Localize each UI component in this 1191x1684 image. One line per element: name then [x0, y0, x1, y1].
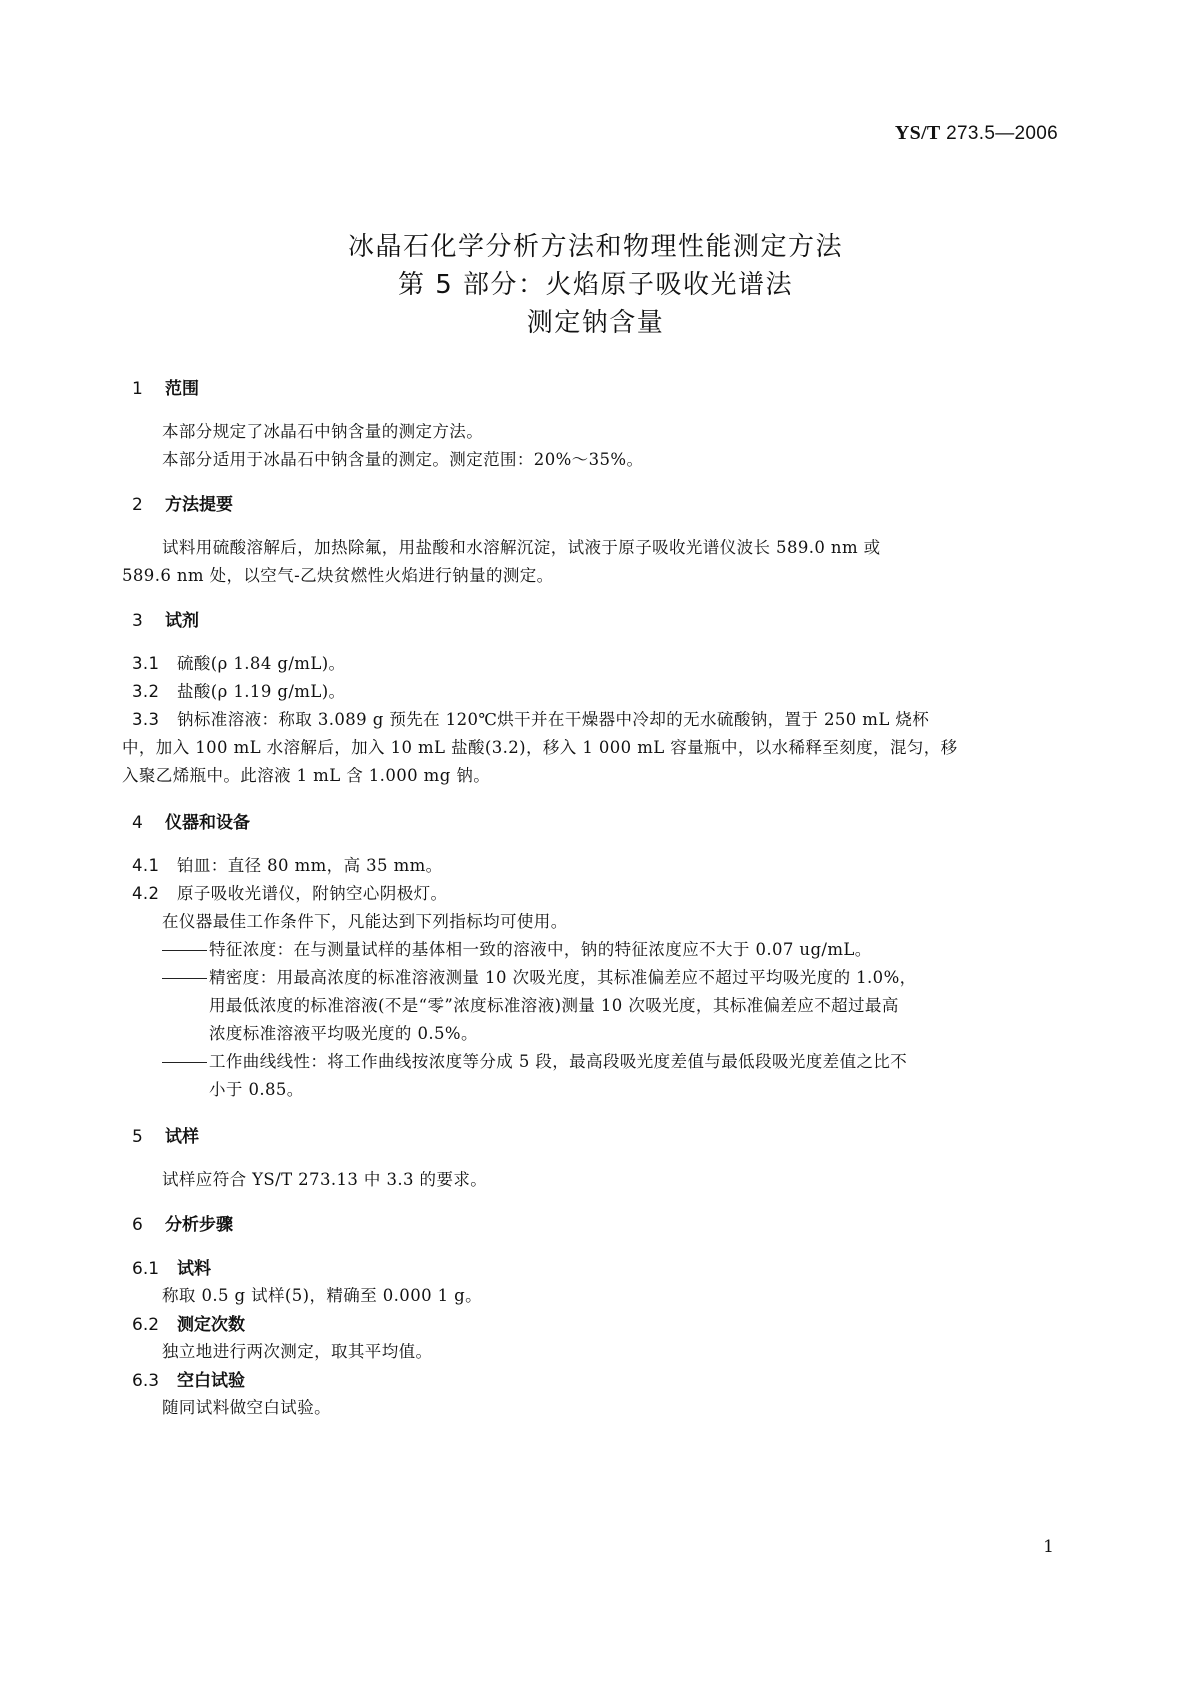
- paragraph: 本部分适用于冰晶石中钠含量的测定。测定范围：20%～35%。: [162, 450, 644, 469]
- item-text: 原子吸收光谱仪，附钠空心阴极灯。: [177, 884, 448, 903]
- section-2-heading: [132, 490, 233, 515]
- section-title: 方法提要: [165, 495, 233, 515]
- reagent-item: [132, 650, 345, 674]
- item-text: 铂皿：直径 80 mm，高 35 mm。: [177, 856, 443, 875]
- title-line-2: 第 5 部分：火焰原子吸收光谱法: [397, 270, 794, 300]
- criterion-item: [162, 1048, 907, 1072]
- subsection-6-2-heading: [132, 1310, 245, 1335]
- subsection-number: 6.3: [132, 1371, 160, 1391]
- section-6-heading: [132, 1210, 233, 1235]
- section-number: 3: [132, 611, 143, 631]
- subsection-title: 试料: [177, 1259, 211, 1279]
- title-line-1: 冰晶石化学分析方法和物理性能测定方法: [347, 232, 843, 262]
- section-title: 范围: [165, 379, 199, 399]
- item-text: 盐酸(ρ 1.19 g/mL)。: [177, 682, 346, 701]
- section-1-heading: [132, 374, 199, 399]
- paragraph-continuation: 入聚乙烯瓶中。此溶液 1 mL 含 1.000 mg 钠。: [122, 766, 491, 785]
- item-number: 3.3: [132, 710, 160, 729]
- paragraph-continuation: 中，加入 100 mL 水溶解后，加入 10 mL 盐酸(3.2)，移入 1 000 mL 容量瓶中，以水稀释至刻度，混匀，移: [122, 738, 958, 757]
- criterion-item: [162, 936, 872, 960]
- criterion-item: [162, 964, 917, 988]
- section-5-heading: [132, 1122, 199, 1147]
- apparatus-item: [132, 852, 443, 876]
- criterion-continuation: 小于 0.85。: [209, 1080, 304, 1099]
- section-number: 2: [132, 495, 143, 515]
- item-text: 硫酸(ρ 1.84 g/mL)。: [177, 654, 346, 673]
- item-number: 4.1: [132, 856, 160, 875]
- standard-number: 273.5—2006: [946, 123, 1058, 144]
- paragraph: 试样应符合 YS/T 273.13 中 3.3 的要求。: [162, 1170, 488, 1189]
- section-number: 1: [132, 379, 143, 399]
- title-line-3: 测定钠含量: [526, 308, 665, 338]
- item-number: 4.2: [132, 884, 160, 903]
- section-4-heading: [132, 808, 250, 833]
- paragraph: 随同试料做空白试验。: [162, 1398, 331, 1417]
- section-number: 6: [132, 1215, 143, 1235]
- paragraph: 本部分规定了冰晶石中钠含量的测定方法。: [162, 422, 484, 441]
- standard-code: [895, 122, 1058, 145]
- subsection-6-3-heading: [132, 1366, 245, 1391]
- reagent-item: [132, 706, 929, 730]
- criterion-text: 精密度：用最高浓度的标准溶液测量 10 次吸光度，其标准偏差应不超过平均吸光度的 1.0%，: [209, 968, 917, 987]
- paragraph: 称取 0.5 g 试样(5)，精确至 0.000 1 g。: [162, 1286, 483, 1305]
- em-dash-marker: [162, 978, 207, 979]
- document-title: [0, 228, 1191, 342]
- subsection-title: 空白试验: [177, 1371, 245, 1391]
- paragraph: 试料用硫酸溶解后，加热除氟，用盐酸和水溶解沉淀，试液于原子吸收光谱仪波长 589.0 nm 或: [162, 538, 881, 557]
- section-number: 4: [132, 813, 143, 833]
- item-number: 3.2: [132, 682, 160, 701]
- subsection-number: 6.2: [132, 1315, 160, 1335]
- criterion-continuation: 浓度标准溶液平均吸光度的 0.5%。: [209, 1024, 478, 1043]
- criterion-text: 特征浓度：在与测量试样的基体相一致的溶液中，钠的特征浓度应不大于 0.07 ug/mL。: [209, 940, 872, 959]
- criterion-continuation: 用最低浓度的标准溶液(不是“零”浓度标准溶液)测量 10 次吸光度，其标准偏差应不超过最高: [209, 996, 899, 1015]
- item-text: 钠标准溶液：称取 3.089 g 预先在 120℃烘干并在干燥器中冷却的无水硫酸钠，置于 250 mL 烧杯: [177, 710, 930, 729]
- section-title: 仪器和设备: [165, 813, 250, 833]
- subsection-title: 测定次数: [177, 1315, 245, 1335]
- apparatus-item: [132, 880, 447, 904]
- page-number: 1: [1043, 1537, 1054, 1557]
- standard-prefix: YS/T: [894, 122, 941, 144]
- section-3-heading: [132, 606, 199, 631]
- paragraph-continuation: 589.6 nm 处，以空气-乙炔贫燃性火焰进行钠量的测定。: [122, 566, 554, 585]
- em-dash-marker: [162, 1062, 207, 1063]
- section-title: 分析步骤: [165, 1215, 233, 1235]
- criterion-text: 工作曲线线性：将工作曲线按浓度等分成 5 段，最高段吸光度差值与最低段吸光度差值之比不: [209, 1052, 908, 1071]
- item-number: 3.1: [132, 654, 160, 673]
- reagent-item: [132, 678, 345, 702]
- paragraph: 在仪器最佳工作条件下，凡能达到下列指标均可使用。: [162, 912, 568, 931]
- subsection-6-1-heading: [132, 1254, 211, 1279]
- section-number: 5: [132, 1127, 143, 1147]
- em-dash-marker: [162, 950, 207, 951]
- paragraph: 独立地进行两次测定，取其平均值。: [162, 1342, 433, 1361]
- section-title: 试样: [165, 1127, 199, 1147]
- subsection-number: 6.1: [132, 1259, 160, 1279]
- section-title: 试剂: [165, 611, 199, 631]
